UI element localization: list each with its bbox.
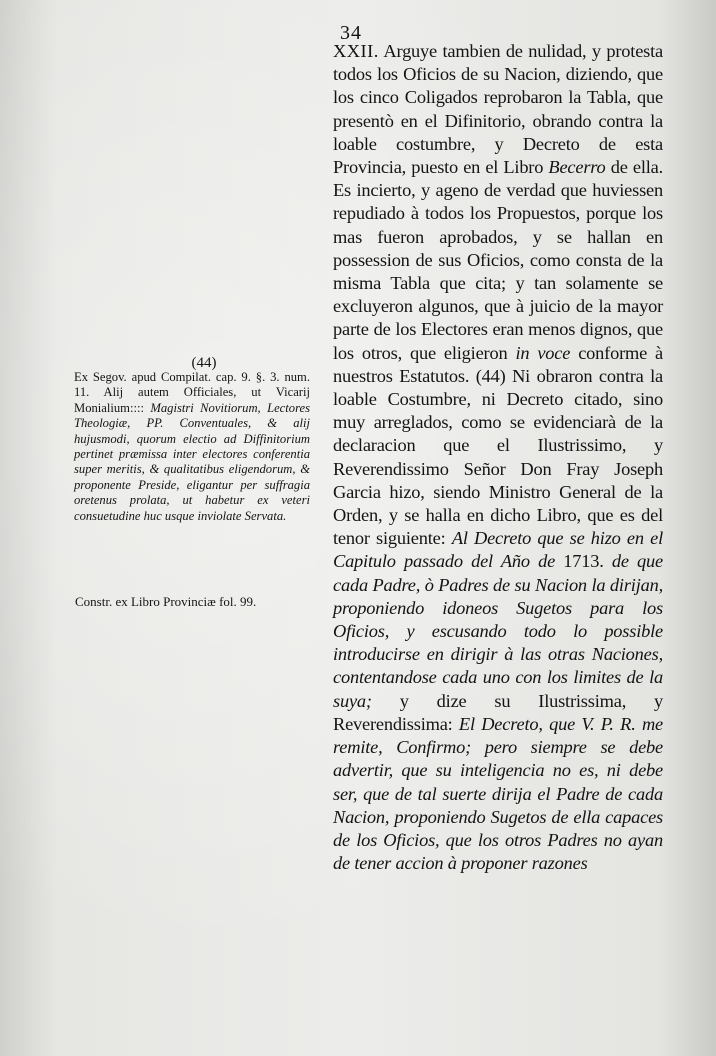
margin-note: (44) Ex Segov. apud Compilat. cap. 9. §. 3. num. 11. Alij autem Officiales, ut Vicarij Monialium:::: Magistri Novitiorum, Lectores Theologiæ, PP. Conventuales, & alij hujusmodi, quorum electio ad Diffinitorium pertinet præmissa inter electores conferentia super meritis, & qualitatibus eligendorum, & proponente Preside, eligantur per suffragia oretenus prolata, ut habetur ex veteri consuetudine huc usque inviolate Servata. (74, 355, 310, 523)
main-text-column (333, 40, 663, 875)
bottom-bleed-through (348, 894, 668, 912)
bleed-through-text (92, 96, 332, 174)
section-numeral: XXII. (333, 41, 379, 61)
margin-reference: Constr. ex Libro Provinciæ fol. 99. (75, 594, 257, 609)
page-number: 34 (340, 22, 362, 44)
paragraph-xxii: XXII. Arguye tambien de nulidad, y protesta todos los Oficios de su Nacion, diziendo, que los cinco Coligados reprobaron la Tabla, que presentò en el Difinitorio, obrando contra la loable costumbre, y Decreto de esta Provincia, puesto en el Libro Becerro de ella. Es incierto, y ageno de verdad que huviessen repudiado à todos los Propuestos, porque los mas fueron aprobados, y se hallan en possession de sus Oficios, como consta de la misma Tabla que cita; y tan solamente se excluyeron algunos, que à juicio de la mayor parte de los Electores eran menos dignos, que los otros, que eligieron in voce conforme à nuestros Estatutos. (44) Ni obraron contra la loable Costumbre, ni Decreto citado, sino muy arreglados, como se evidenciarà de la declaracion que el Ilustrissimo, y Reverendissimo Señor Don Fray Joseph Garcia hizo, siendo Ministro General de la Orden, y se halla en dicho Libro, que es del tenor siguiente: Al Decreto que se hizo en el Capitulo passado del Año de 1713. de que cada Padre, ò Padres de su Nacion la dirijan, proponiendo idoneos Sugetos para los Oficios, y escusando todo lo possible introducirse en dirigir à las otras Naciones, contentandose cada uno con los limites de la suya; y dize su Ilustrissima, y Reverendissima: El Decreto, que V. P. R. me remite, Confirmo; pero siempre se debe advertir, que su inteligencia no es, ni debe ser, que de tal suerte dirija el Padre de cada Nacion, proponiendo Sugetos de ella capaces de los Oficios, que los otros Padres no ayan de tener accion à proponer razones (333, 41, 663, 874)
note-number: (44) (191, 355, 217, 371)
